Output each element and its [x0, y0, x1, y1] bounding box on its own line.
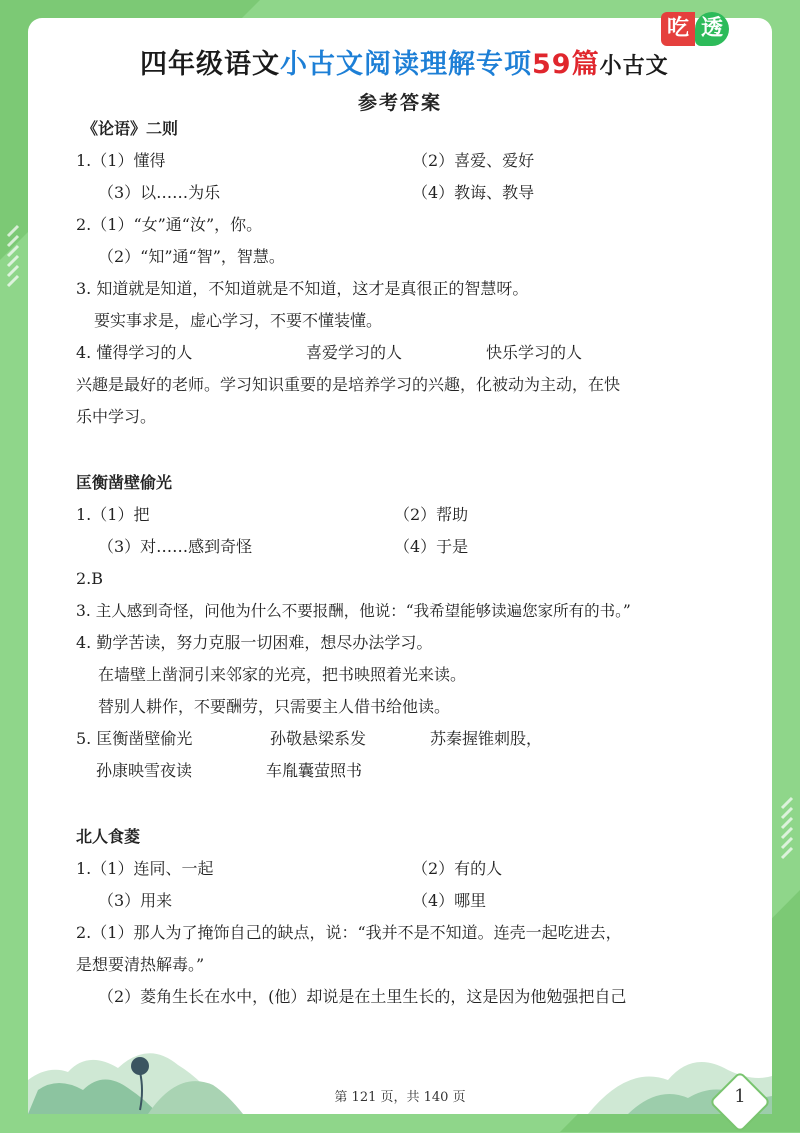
brand-char-1: 吃 [661, 12, 695, 46]
answer-line: 要实事求是，虚心学习，不要不懂装懂。 [94, 311, 383, 330]
section-title: 《论语》二则 [82, 119, 179, 138]
answer-line: 在墙壁上凿洞引来邻家的光亮，把书映照着光来读。 [98, 665, 467, 684]
answer-line: 5. 匡衡凿壁偷光 [76, 729, 193, 748]
answer-line: （4）哪里 [412, 891, 487, 910]
answer-line: （2）菱角生长在水中，(他）却说是在土里生长的，这是因为他勉强把自己 [98, 987, 627, 1006]
answer-line: （4）于是 [394, 537, 469, 556]
answer-line: 车胤囊萤照书 [266, 761, 363, 780]
answer-line: 4. 勤学苦读，努力克服一切困难，想尽办法学习。 [76, 633, 433, 652]
page-subtitle: 参考答案 [357, 92, 442, 114]
answer-line: 孙康映雪夜读 [96, 761, 193, 780]
answer-line: （3）以……为乐 [98, 183, 221, 202]
section-title: 北人食菱 [76, 827, 141, 846]
answer-line: （4）教诲、教导 [412, 183, 535, 202]
answer-line: 2.（1）“女”通“汝”，你。 [76, 215, 263, 234]
brand-logo [661, 12, 729, 46]
answer-line: 替别人耕作，不要酬劳，只需要主人借书给他读。 [98, 697, 451, 716]
title-grade: 四年级语文 [140, 49, 280, 80]
answer-line: 苏秦握锥刺股， [430, 729, 543, 748]
answer-line: 1.（1）连同、一起 [76, 859, 214, 878]
title-topic: 小古文阅读理解专项 [280, 49, 532, 80]
page-footer: 第 121 页，共 140 页 [334, 1090, 466, 1105]
answer-line: （2）帮助 [394, 505, 469, 524]
page-title [140, 42, 700, 81]
brand-char-2: 透 [695, 12, 729, 46]
answer-line: 乐中学习。 [76, 407, 157, 426]
answer-line: 4. 懂得学习的人 [76, 343, 193, 362]
title-count: 59篇 [532, 49, 600, 80]
answer-line: 1.（1）懂得 [76, 151, 166, 170]
page-number: 1 [734, 1086, 746, 1107]
section-title: 匡衡凿壁偷光 [76, 473, 173, 492]
answer-line: 快乐学习的人 [486, 343, 583, 362]
answer-line: 喜爱学习的人 [306, 343, 403, 362]
answer-line: 3. 主人感到奇怪，问他为什么不要报酬，他说：“我希望能够读遍您家所有的书。” [76, 602, 631, 620]
answer-line: 3. 知道就是知道，不知道就是不知道，这才是真很正的智慧呀。 [76, 279, 529, 298]
answer-line: 是想要清热解毒。” [76, 955, 205, 974]
answer-line: 2.B [76, 569, 104, 588]
answer-line: （3）对……感到奇怪 [98, 537, 253, 556]
answer-line: （2）有的人 [412, 859, 503, 878]
answer-line: （2）喜爱、爱好 [412, 151, 535, 170]
answer-line: （2）“知”通“智”，智慧。 [98, 247, 285, 266]
title-logo-text: 小古文 [599, 54, 669, 79]
answer-line: 1.（1）把 [76, 505, 150, 524]
answer-line: 孙敬悬梁系发 [270, 729, 367, 748]
answer-line: 2.（1）那人为了掩饰自己的缺点，说：“我并不是不知道。连壳一起吃进去， [76, 923, 622, 942]
answer-line: （3）用来 [98, 891, 173, 910]
answer-line: 兴趣是最好的老师。学习知识重要的是培养学习的兴趣，化被动为主动，在快 [76, 375, 621, 394]
